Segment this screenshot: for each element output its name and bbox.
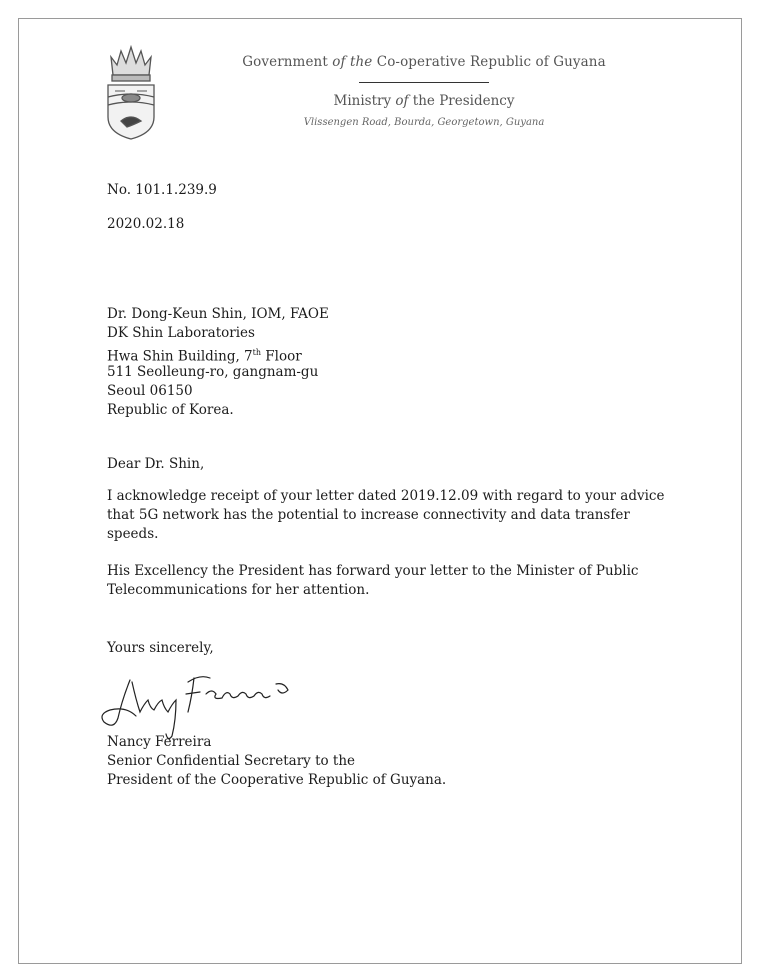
body-paragraph: His Excellency the President has forward your letter to the Minister of Public Telecommunications for her attention. <box>107 563 639 598</box>
reference-number: No. 101.1.239.9 <box>107 182 217 198</box>
recipient-city: Seoul 06150 <box>107 382 193 399</box>
letterhead <box>238 54 610 128</box>
recipient-organization: DK Shin Laboratories <box>107 325 255 342</box>
coat-of-arms-icon <box>103 45 159 141</box>
ministry-address: Vlissengen Road, Bourda, Georgetown, Guyana <box>303 117 545 128</box>
recipient-street: 511 Seolleung-ro, gangnam-gu <box>107 363 319 380</box>
signer-block <box>107 733 446 791</box>
signer-name: Nancy Ferreira <box>107 734 212 750</box>
recipient-address <box>107 305 329 420</box>
government-name: Government of the Co-operative Republic of Guyana <box>242 54 606 70</box>
recipient-name: Dr. Dong-Keun Shin, IOM, FAOE <box>107 306 329 322</box>
handwritten-signature <box>92 660 302 742</box>
signer-title: President of the Cooperative Republic of Guyana. <box>107 772 447 789</box>
ministry-name: Ministry of the Presidency <box>333 93 515 109</box>
header-divider <box>359 82 489 83</box>
recipient-country: Republic of Korea. <box>107 401 234 418</box>
recipient-building: Hwa Shin Building, 7th Floor <box>107 348 302 365</box>
closing: Yours sincerely, <box>107 640 214 656</box>
salutation: Dear Dr. Shin, <box>107 456 205 472</box>
signer-title: Senior Confidential Secretary to the <box>107 753 356 770</box>
letter-date: 2020.02.18 <box>107 216 185 232</box>
body-paragraph: I acknowledge receipt of your letter dated 2019.12.09 with regard to your advice that 5G network has the potential to increase connectivity and data transfer speeds. <box>107 488 665 542</box>
